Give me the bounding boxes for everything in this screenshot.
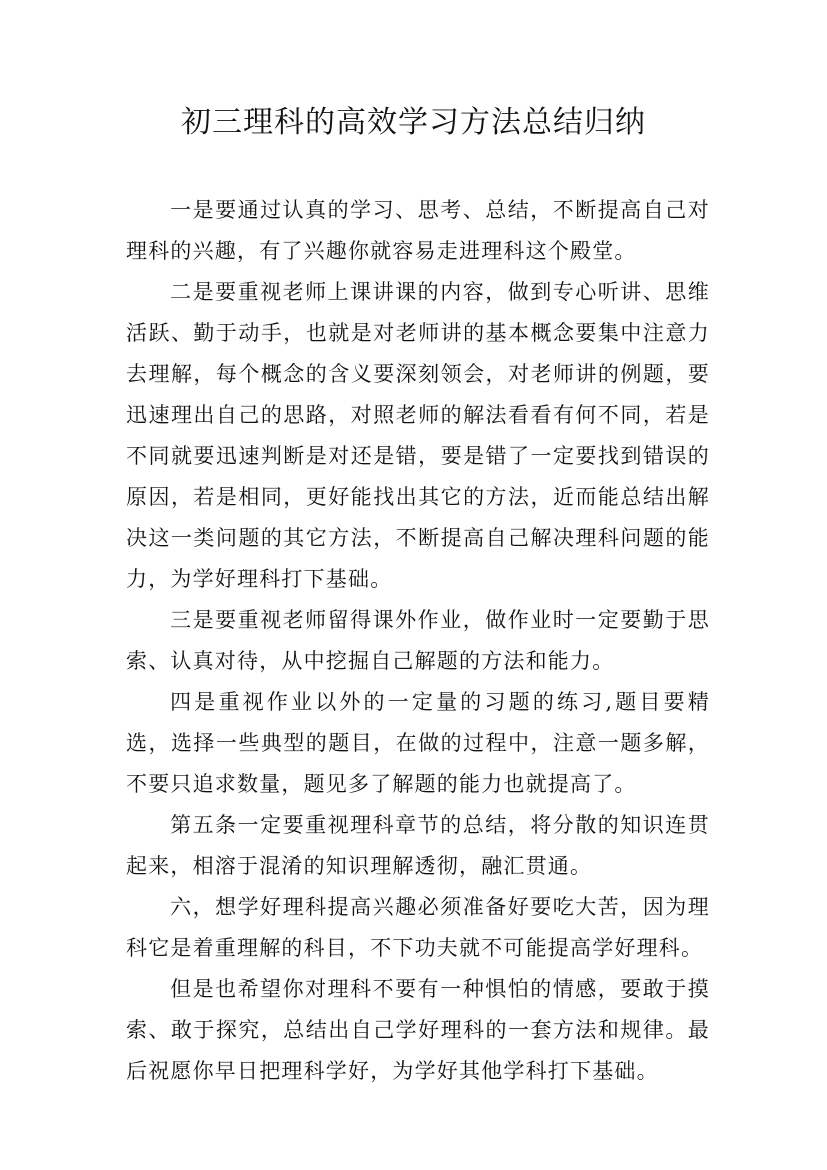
- paragraph-7: 但是也希望你对理科不要有一种惧怕的情感，要敢于摸索、敢于探究，总结出自己学好理科的一套方法和规律。最后祝愿你早日把理科学好，为学好其他学科打下基础。: [126, 977, 710, 1083]
- paragraph-6: 六，想学好理科提高兴趣必须准备好要吃大苦，因为理科它是着重理解的科目，不下功夫就不可能提高学好理科。: [126, 895, 710, 960]
- paragraph-3: 三是要重视老师留得课外作业，做作业时一定要勤于思索、认真对待，从中挖掘自己解题的方法和能力。: [126, 608, 710, 673]
- paragraph-2: 二是要重视老师上课讲课的内容，做到专心听讲、思维活跃、勤于动手，也就是对老师讲的基本概念要集中注意力去理解，每个概念的含义要深刻领会，对老师讲的例题，要迅速理出自己的思路，对照老师的解法看看有何不同，若是不同就要迅速判断是对还是错，要是错了一定要找到错误的原因，若是相同，更好能找出其它的方法，近而能总结出解决这一类问题的其它方法，不断提高自己解决理科问题的能力，为学好理科打下基础。: [126, 280, 710, 591]
- paragraph-5: 第五条一定要重视理科章节的总结，将分散的知识连贯起来，相溶于混淆的知识理解透彻，融汇贯通。: [126, 813, 710, 878]
- document-body: [126, 190, 710, 1092]
- document-title: 初三理科的高效学习方法总结归纳: [181, 105, 646, 140]
- paragraph-4: 四是重视作业以外的一定量的习题的练习,题目要精选，选择一些典型的题目，在做的过程中，注意一题多解，不要只追求数量，题见多了解题的能力也就提高了。: [126, 690, 710, 796]
- paragraph-1: 一是要通过认真的学习、思考、总结，不断提高自己对理科的兴趣，有了兴趣你就容易走进理科这个殿堂。: [126, 198, 710, 263]
